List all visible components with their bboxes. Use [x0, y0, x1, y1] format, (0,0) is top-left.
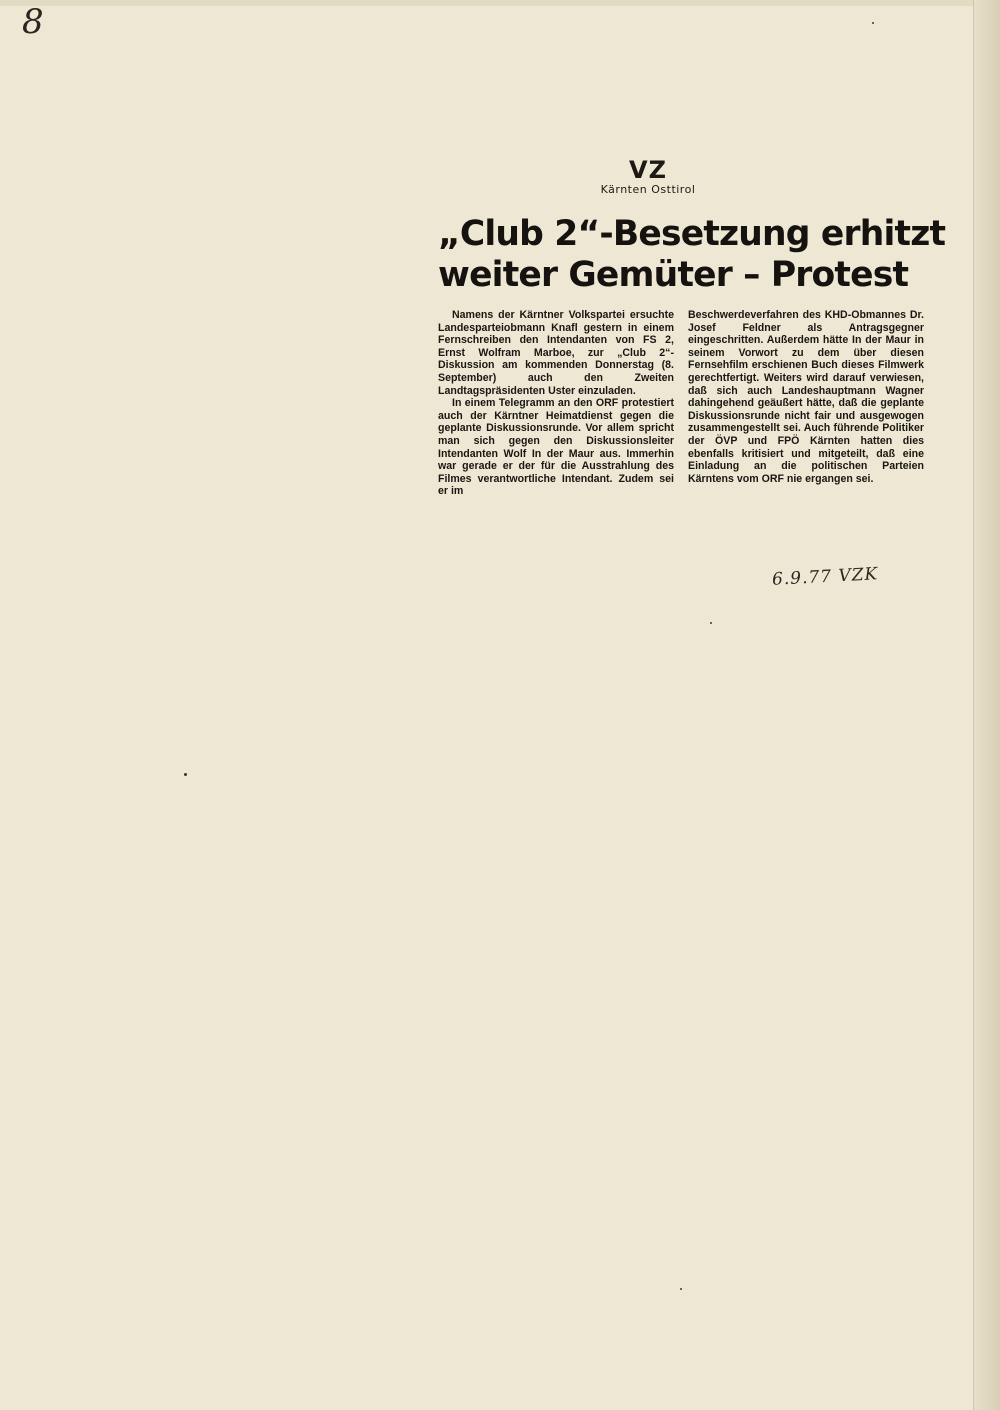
paper-speck [872, 22, 874, 24]
headline-line-2: weiter Gemüter – Protest [438, 255, 909, 295]
masthead [588, 158, 708, 196]
page-top-edge [0, 0, 1000, 6]
newspaper-region: Kärnten Osttirol [600, 183, 696, 196]
article-column-left [438, 309, 674, 498]
headline [438, 214, 946, 296]
article-paragraph: In einem Telegramm an den ORF protestiert auch der Kärntner Heimatdienst gegen die geplante Diskussionsrunde. Vor allem spricht man sich gegen den Diskussionsleiter Intendanten Wolf In der Maur aus. Immerhin war gerade er der für die Ausstrahlung des Filmes verantwortliche Intendant. Zudem sei er im [438, 397, 674, 498]
paper-speck [680, 1288, 682, 1290]
page-right-edge [973, 0, 1000, 1410]
article-paragraph: Beschwerdeverfahren des KHD-Obmannes Dr. Josef Feldner als Antragsgegner eingeschritten. Außerdem hätte In der Maur in seinem Vorwort zu dem über diesen Fernsehfilm erschienen Buch dieses Filmwerk gerechtfertigt. Weiters wird darauf verwiesen, daß sich auch Landeshauptmann Wagner dahingehend geäußert hätte, daß die geplante Diskussionsrunde nicht fair und ausgewogen zusammengestellt sei. Auch führende Politiker der ÖVP und FPÖ Kärnten hatten dies ebenfalls kritisiert und mitgeteilt, daß eine Einladung an die politischen Parteien Kärntens vom ORF nie ergangen sei. [688, 309, 924, 485]
article-paragraph: Namens der Kärntner Volkspartei ersuchte Landesparteiobmann Knafl gestern in einem Fernschreiben den Intendanten von FS 2, Ernst Wolfram Marboe, zur „Club 2“-Diskussion am kommenden Donnerstag (8. September) auch den Zweiten Landtagspräsidenten Uster einzuladen. [438, 309, 674, 397]
newspaper-logo: VZ [629, 156, 667, 184]
paper-speck [184, 773, 187, 776]
headline-line-1: „Club 2“-Besetzung erhitzt [438, 214, 946, 254]
newspaper-clipping [438, 156, 946, 598]
handwritten-date-annotation: 6.9.77 VZK [771, 564, 879, 590]
paper-speck [710, 622, 712, 624]
page-number: 8 [22, 2, 44, 42]
article-column-right [688, 309, 924, 485]
